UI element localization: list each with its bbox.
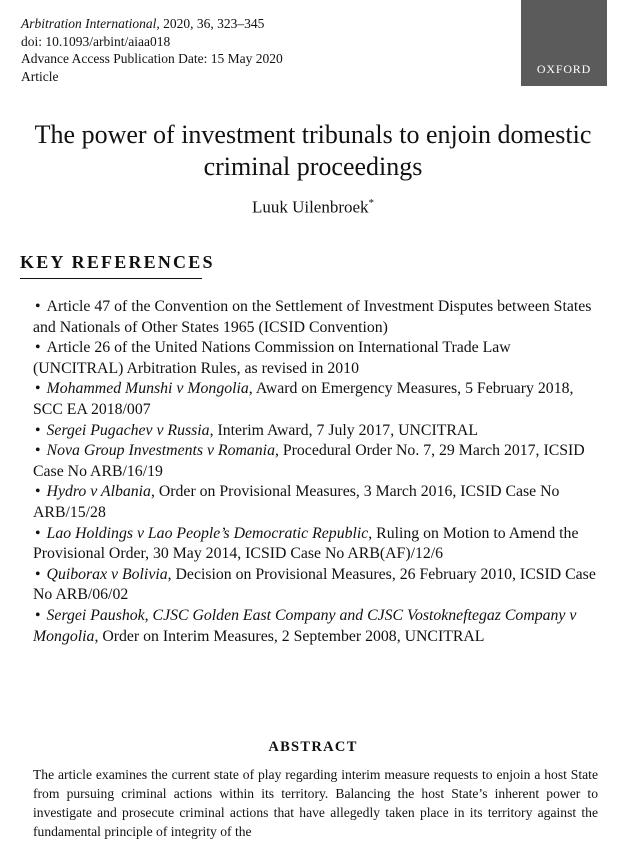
author-footnote-mark[interactable]: * bbox=[368, 197, 375, 209]
article-title: The power of investment tribunals to enjoin domestic criminal proceedings bbox=[34, 120, 592, 181]
reference-item bbox=[33, 379, 598, 420]
key-references-underline bbox=[20, 278, 202, 279]
reference-item bbox=[33, 565, 598, 606]
reference-case-name: Hydro v Albania bbox=[46, 483, 151, 501]
bullet-icon: • bbox=[35, 565, 41, 583]
reference-text: , Procedural Order No. 7, 29 March 2017, ICSID Case No ARB/16/19 bbox=[33, 442, 585, 480]
reference-case-name: Lao Holdings v Lao People’s Democratic Republic bbox=[46, 524, 369, 542]
bullet-icon: • bbox=[35, 339, 41, 357]
reference-item bbox=[33, 338, 598, 379]
key-references-heading: KEY REFERENCES bbox=[20, 252, 215, 272]
reference-case-name: Nova Group Investments v Romania bbox=[46, 442, 275, 460]
abstract-text: The article examines the current state of play regarding interim measure requests to enjoin a host State from pursuing criminal actions within its territory. Balancing the host State’s inherent power to investigate and prosecute criminal actions that have allegedly taken place in its territory against the fundamental principle of integrity of the bbox=[33, 767, 598, 839]
reference-item bbox=[33, 441, 598, 482]
journal-citation bbox=[21, 15, 283, 33]
publication-date: Advance Access Publication Date: 15 May 2020 bbox=[21, 51, 283, 66]
reference-item bbox=[33, 606, 598, 647]
reference-case-name: Quiborax v Bolivia bbox=[46, 565, 168, 583]
oxford-logo bbox=[521, 0, 607, 86]
reference-text: , Interim Award, 7 July 2017, UNCITRAL bbox=[209, 421, 478, 439]
reference-item bbox=[33, 421, 598, 442]
bullet-icon: • bbox=[35, 298, 41, 315]
key-references-list bbox=[33, 297, 598, 647]
abstract-heading: ABSTRACT bbox=[268, 739, 358, 755]
reference-text: , Decision on Provisional Measures, 26 February 2010, ICSID Case No ARB/06/02 bbox=[33, 565, 596, 604]
citation-volume: , 2020, 36, 323–345 bbox=[156, 16, 265, 31]
journal-name: Arbitration International bbox=[21, 16, 157, 31]
reference-item bbox=[33, 482, 598, 523]
reference-text: Article 47 of the Convention on the Settlement of Investment Disputes between States and Nationals of Other States 1965 (ICSID Convention) bbox=[33, 298, 592, 336]
article-type: Article bbox=[21, 68, 59, 84]
bullet-icon: • bbox=[35, 483, 41, 501]
reference-text: Article 26 of the United Nations Commission on International Trade Law (UNCITRAL) Arbitration Rules, as revised in 2010 bbox=[33, 339, 511, 377]
oxford-logo-text: OXFORD bbox=[536, 62, 592, 76]
bullet-icon: • bbox=[35, 442, 41, 460]
reference-case-name: Sergei Pugachev v Russia bbox=[46, 421, 210, 439]
reference-text: , Award on Emergency Measures, 5 February 2018, SCC EA 2018/007 bbox=[33, 380, 574, 418]
author-name: Luuk Uilenbroek bbox=[251, 197, 369, 217]
bullet-icon: • bbox=[35, 380, 41, 398]
reference-item bbox=[33, 297, 598, 338]
article-metadata bbox=[21, 15, 283, 85]
bullet-icon: • bbox=[35, 524, 41, 542]
reference-text: , Ruling on Motion to Amend the Provisional Order, 30 May 2014, ICSID Case No ARB(AF)/12/6 bbox=[33, 524, 579, 563]
reference-text: , Order on Provisional Measures, 3 March 2016, ICSID Case No ARB/15/28 bbox=[33, 483, 560, 521]
reference-item bbox=[33, 524, 598, 565]
reference-case-name: Sergei Paushok, CJSC Golden East Company and CJSC Vostokneftegaz Company v Mongolia bbox=[33, 606, 577, 645]
doi[interactable]: doi: 10.1093/arbint/aiaa018 bbox=[21, 33, 171, 49]
reference-text: , Order on Interim Measures, 2 September 2008, UNCITRAL bbox=[94, 627, 485, 645]
bullet-icon: • bbox=[35, 606, 41, 624]
reference-case-name: Mohammed Munshi v Mongolia bbox=[46, 380, 249, 398]
author bbox=[0, 197, 626, 218]
bullet-icon: • bbox=[35, 421, 41, 439]
